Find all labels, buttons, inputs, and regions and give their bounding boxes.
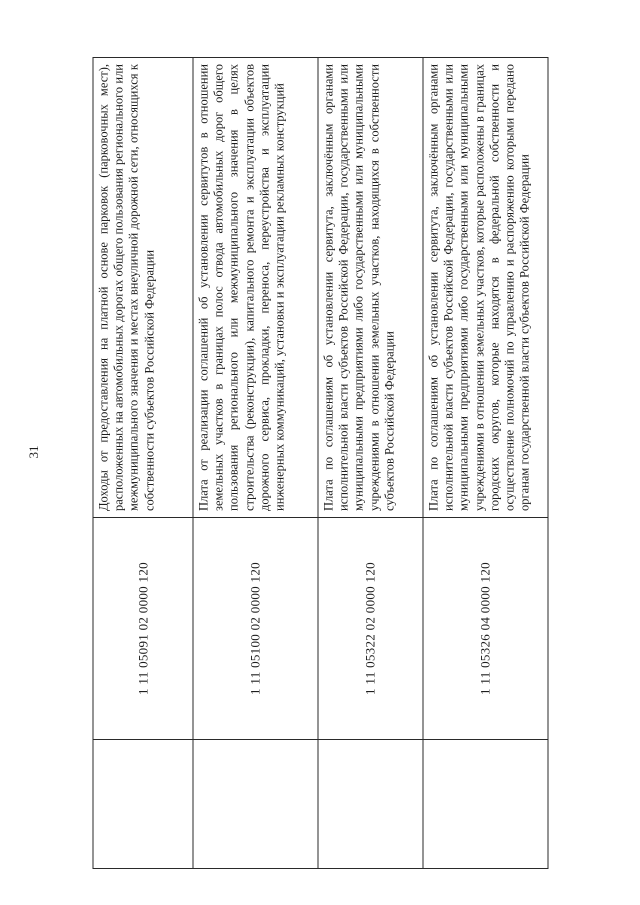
table-row bbox=[93, 58, 193, 869]
revenue-codes-table-wrapper bbox=[93, 57, 548, 869]
empty-cell bbox=[318, 740, 423, 869]
empty-cell bbox=[93, 740, 193, 869]
page-number: 31 bbox=[26, 445, 41, 459]
empty-cell bbox=[423, 740, 548, 869]
revenue-code-cell: 1 11 05326 04 0000 120 bbox=[423, 518, 548, 740]
revenue-description-cell: Плата по соглашениям об установлении сервитута, заключённым органами исполнительной власти субъектов Российской Федерации, государственными или муниципальными предприятиями либо государственными или муниципальными учреждениями в отношении земельных участков, находящихся в собственности субъектов Российской Федерации bbox=[318, 58, 423, 518]
revenue-codes-table bbox=[93, 57, 549, 869]
revenue-code-cell: 1 11 05322 02 0000 120 bbox=[318, 518, 423, 740]
table-row bbox=[318, 58, 423, 869]
revenue-code-cell: 1 11 05100 02 0000 120 bbox=[193, 518, 318, 740]
revenue-description-cell: Плата от реализации соглашений об установлении сервитутов в отношении земельных участков в границах полос отвода автомобильных дорог общего пользования регионального или межмуниципального значения в целях строительства (реконструкции), капитального ремонта и эксплуатации объектов дорожного сервиса, прокладки, переноса, переустройства и эксплуатации инженерных коммуникаций, установки и эксплуатации рекламных конструкций bbox=[193, 58, 318, 518]
table-row bbox=[423, 58, 548, 869]
revenue-description-cell: Доходы от предоставления на платной основе парковок (парковочных мест), расположенных на автомобильных дорогах общего пользования регионального или межмуниципального значения и местах внеуличной дорожной сети, относящихся к собственности субъектов Российской Федерации bbox=[93, 58, 193, 518]
revenue-description-cell: Плата по соглашениям об установлении сервитута, заключённым органами исполнительной власти субъектов Российской Федерации, государственными или муниципальными предприятиями либо государственными или муниципальными учреждениями в отношении земельных участков, которые расположены в границах городских округов, которые находятся в федеральной собственности и осуществление полномочий по управлению и распоряжению которыми передано органам государственной власти субъектов Российской Федерации bbox=[423, 58, 548, 518]
empty-cell bbox=[193, 740, 318, 869]
revenue-code-cell: 1 11 05091 02 0000 120 bbox=[93, 518, 193, 740]
table-row bbox=[193, 58, 318, 869]
